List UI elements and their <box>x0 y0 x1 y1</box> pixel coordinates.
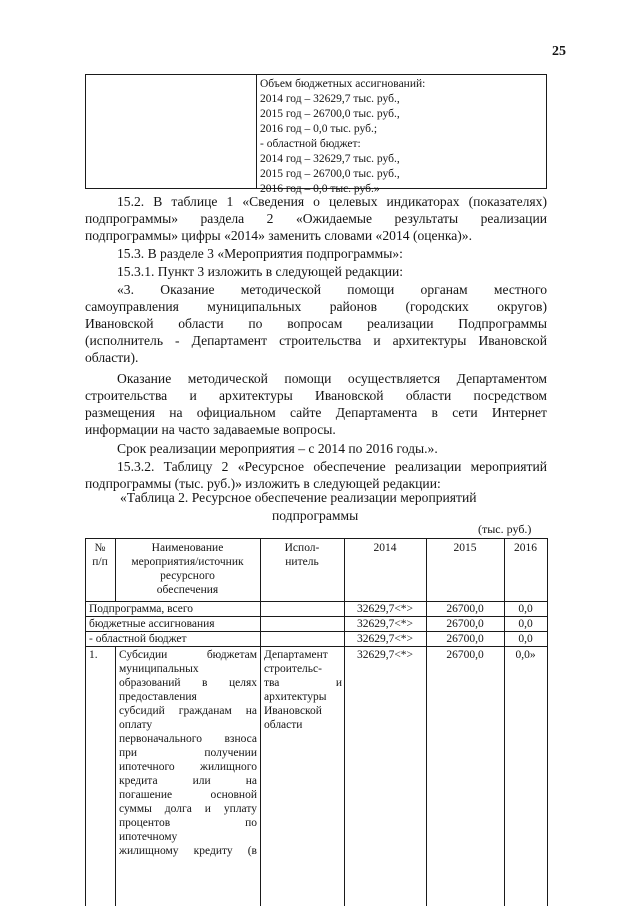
budget-allocation-cell <box>260 77 425 197</box>
text-line: образований в целях <box>119 677 257 689</box>
paragraph-15-3-1: 15.3.1. Пункт 3 изложить в следующей редакции: <box>117 264 404 279</box>
row-1-executor <box>264 648 342 732</box>
table-divider <box>256 75 257 188</box>
table-border <box>504 538 505 906</box>
table-border <box>85 538 548 539</box>
paragraph-item-3 <box>85 281 547 366</box>
text-line: архитектуры <box>264 691 327 703</box>
cell-value: 26700,0 <box>446 618 484 630</box>
text-line: оплату <box>119 719 153 731</box>
table-title: «Таблица 2. Ресурсное обеспечение реализации мероприятий <box>120 490 477 505</box>
text-line: строительс- <box>264 663 322 675</box>
passport-table-fragment <box>85 74 547 195</box>
text-line: Департамент <box>264 649 328 661</box>
cell-value: 32629,7<*> <box>356 618 414 630</box>
resource-table <box>85 538 548 906</box>
text-line: погашение основной <box>119 789 257 801</box>
header-text: Испол- <box>284 542 320 554</box>
cell-value: 0,0 <box>518 603 533 615</box>
text-line: процентов по <box>119 817 257 829</box>
text-line: 15.3.2. Таблицу 2 «Ресурсное обеспечение реализации мероприятий <box>117 459 547 474</box>
paragraph-15-3: 15.3. В разделе 3 «Мероприятия подпрограммы»: <box>117 246 403 261</box>
header-2015: 2015 <box>453 542 477 554</box>
text-line: Субсидии бюджетам <box>119 649 257 661</box>
table-border <box>344 538 345 906</box>
row-subprogram-total: Подпрограмма, всего <box>89 603 194 615</box>
text-line: муниципальных <box>119 663 199 675</box>
text-line: Ивановской области по вопросам реализации Подпрограммы <box>85 316 547 331</box>
header-name <box>115 541 260 597</box>
paragraph-term: Срок реализации мероприятия – с 2014 по 2016 годы.». <box>117 441 438 456</box>
text-line: информации на часто задаваемые вопросы. <box>85 422 336 437</box>
page-number: 25 <box>552 44 566 59</box>
text-line: суммы долга и уплату <box>119 803 257 815</box>
text-line: самоуправления муниципальных районов (городских округов) <box>85 299 547 314</box>
row-budget-allocations: бюджетные ассигнования <box>89 618 215 630</box>
text-line: 2016 год – 0,0 тыс. руб.» <box>260 183 380 195</box>
cell-value: 26700,0 <box>446 633 484 645</box>
text-line: Ивановской <box>264 705 322 717</box>
text-line: субсидий гражданам на <box>119 705 257 717</box>
cell-value: 0,0 <box>518 633 533 645</box>
text-line: подпрограммы» цифры «2014» заменить словами «2014 (оценка)». <box>85 228 473 243</box>
text-line: жилищному кредиту (в <box>119 845 257 857</box>
table-border <box>547 538 548 906</box>
text-line: тва и <box>264 677 342 689</box>
cell-value: 0,0 <box>518 618 533 630</box>
text-line: 2014 год – 32629,7 тыс. руб., <box>260 93 400 105</box>
unit-label: (тыс. руб.) <box>478 522 532 536</box>
table-title-line-2: подпрограммы <box>272 508 359 523</box>
header-text: нитель <box>285 556 319 568</box>
cell-value: 32629,7<*> <box>356 603 414 615</box>
text-line: первоначального взноса <box>119 733 257 745</box>
header-2014: 2014 <box>373 542 397 554</box>
row-1-number: 1. <box>89 649 98 661</box>
header-text: Наименование <box>151 542 224 554</box>
paragraph-15-3-2 <box>85 458 547 492</box>
text-line: 2016 год – 0,0 тыс. руб.; <box>260 123 378 135</box>
text-line: 2015 год – 26700,0 тыс. руб., <box>260 108 400 120</box>
header-text: ресурсного <box>160 570 215 582</box>
text-line: 2015 год – 26700,0 тыс. руб., <box>260 168 400 180</box>
text-line: кредита или на <box>119 775 257 787</box>
table-border <box>115 646 116 906</box>
table-border <box>426 538 427 906</box>
row-1-name <box>119 648 257 858</box>
text-line: размещения на официальном сайте Департамента в сети Интернет <box>85 405 547 420</box>
header-text: обеспечения <box>156 584 219 596</box>
text-line: Оказание методической помощи осуществляется Департаментом <box>117 371 547 386</box>
text-line: 2014 год – 32629,7 тыс. руб., <box>260 153 400 165</box>
paragraph-methodical-help <box>85 370 547 438</box>
text-line: области <box>264 719 303 731</box>
cell-value: 26700,0 <box>446 603 484 615</box>
text-line: Объем бюджетных ассигнований: <box>260 78 426 90</box>
text-line: - областной бюджет: <box>260 138 361 150</box>
text-line: ипотечного жилищного <box>119 761 257 773</box>
text-line: подпрограммы (тыс. руб.)» изложить в следующей редакции: <box>85 476 441 491</box>
header-text: мероприятия/источник <box>131 556 244 568</box>
text-line: при получении <box>119 747 257 759</box>
header-text: п/п <box>92 556 108 568</box>
text-line: строительства и архитектуры Ивановской области посредством <box>85 388 547 403</box>
cell-value: 26700,0 <box>446 649 484 661</box>
header-number <box>85 541 115 569</box>
paragraph-15-2 <box>85 193 547 244</box>
header-text: № <box>94 542 106 554</box>
text-line: (исполнитель - Департамент строительства и архитектуры Ивановской <box>85 333 547 348</box>
text-line: области). <box>85 350 139 365</box>
cell-value: 0,0» <box>515 649 536 661</box>
table-border <box>260 538 261 906</box>
text-line: подпрограммы» раздела 2 «Ожидаемые результаты реализации <box>85 211 547 226</box>
text-line: «3. Оказание методической помощи органам местного <box>117 282 547 297</box>
cell-value: 32629,7<*> <box>356 649 414 661</box>
text-line: предоставления <box>119 691 197 703</box>
text-line: ипотечному <box>119 831 178 843</box>
header-2016: 2016 <box>514 542 537 554</box>
row-regional-budget: - областной бюджет <box>89 633 187 645</box>
text-line: 15.2. В таблице 1 «Сведения о целевых индикаторах (показателях) <box>117 194 547 209</box>
table-border <box>85 646 548 647</box>
cell-value: 32629,7<*> <box>356 633 414 645</box>
table-border <box>85 538 86 906</box>
header-executor <box>260 541 344 569</box>
